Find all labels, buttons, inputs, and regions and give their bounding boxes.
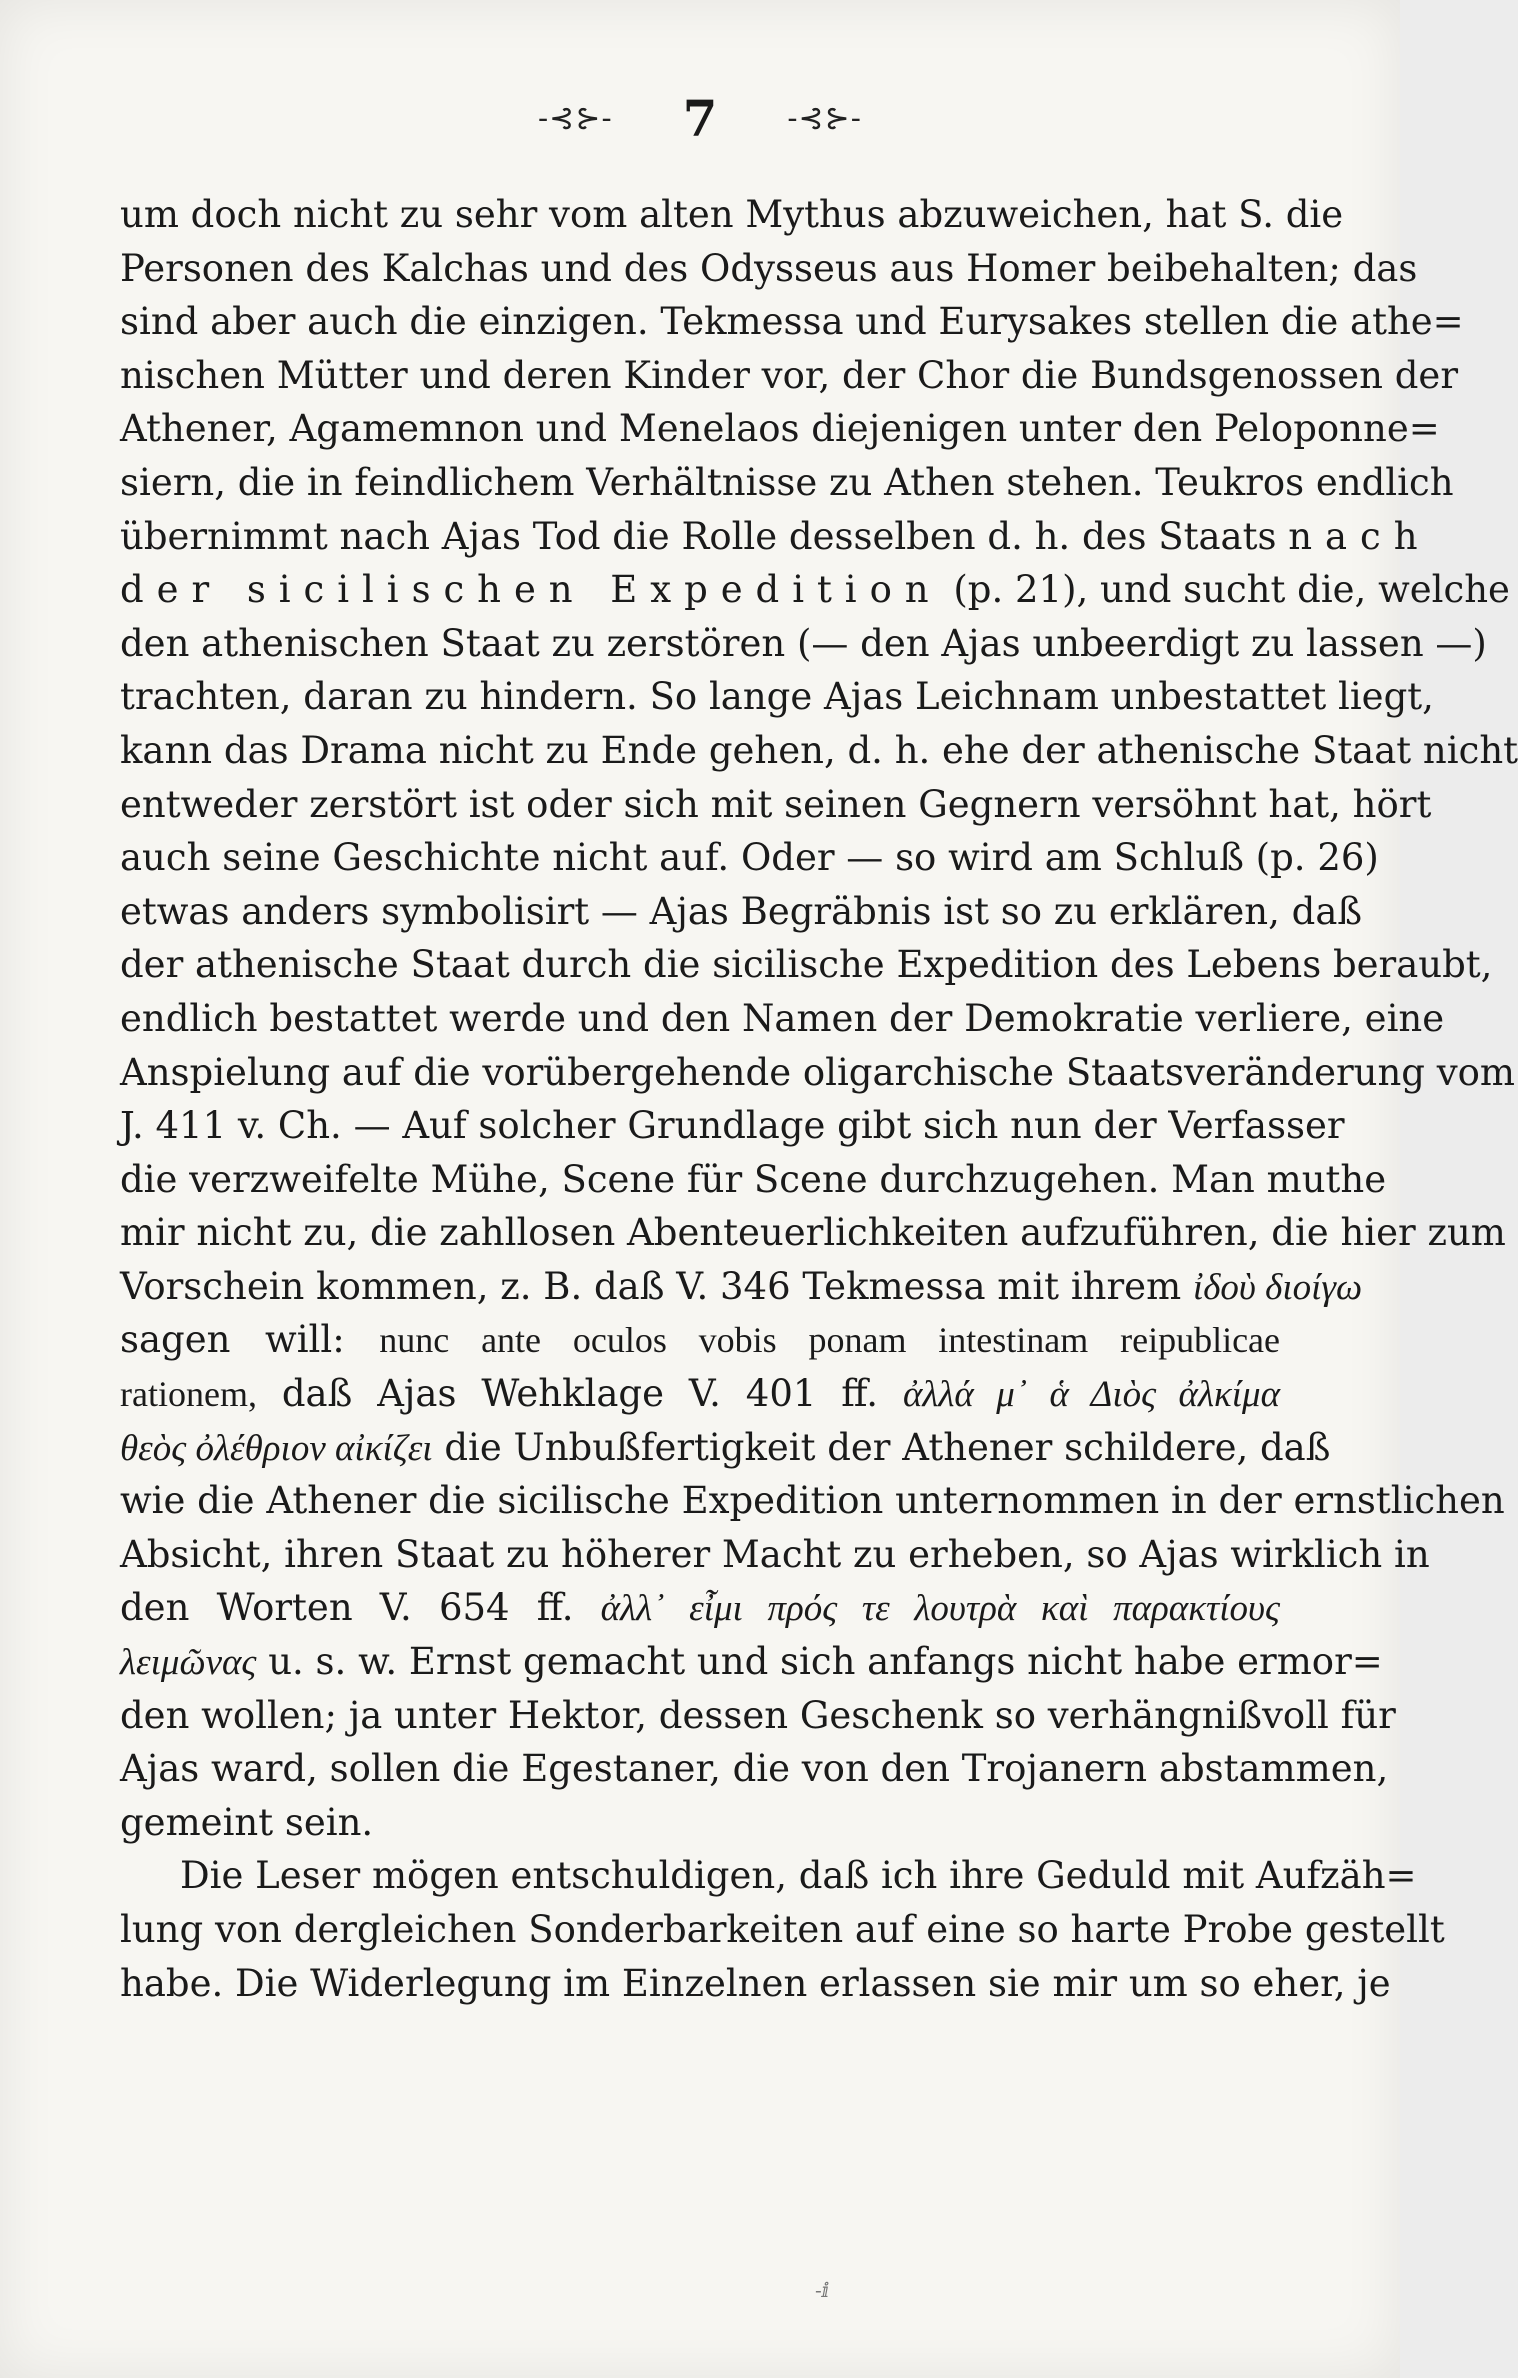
text-line: um doch nicht zu sehr vom alten Mythus abzuweichen, hat S. die [120,193,1344,236]
greek-quote: λειμῶνας [120,1642,257,1684]
footer-mark: -ⅈ [815,2278,830,2302]
text-line: gemeint sein. [120,1800,374,1844]
text-line: trachten, daran zu hindern. So lange Ajas Leichnam unbestattet liegt, [120,675,1434,719]
text-segment: die Unbußfertigkeit der Athener schildere, daß [444,1425,1331,1469]
text-segment: übernimmt nach Ajas Tod die Rolle desselben d. h. des Staats [120,514,1277,558]
text-line: siern, die in feindlichem Verhältnisse zu Athen stehen. Teukros endlich [120,460,1454,504]
text-line: nischen Mütter und deren Kinder vor, der Chor die Bundsgenossen der [120,353,1459,397]
text-line: Personen des Kalchas und des Odysseus aus Homer beibehalten; das [120,246,1418,290]
greek-quote: ἀλλά μ᾽ ἁ Διὸς ἀλκίμα [902,1374,1280,1416]
greek-quote: θεὸς ὀλέθριον αἰκίζει [120,1427,433,1469]
text-line: Die Leser mögen entschuldigen, daß ich ihre Geduld mit Aufzäh= [180,1854,1417,1898]
greek-quote: ἰδοὺ διοίγω [1192,1266,1363,1308]
text-line: die verzweifelte Mühe, Scene für Scene durchzugehen. Man muthe [120,1157,1387,1201]
spaced-text: nach [1288,514,1431,558]
page-header [0,88,1400,148]
text-line: Anspielung auf die vorübergehende oligarchische Staatsveränderung vom [120,1050,1516,1094]
text-line: Absicht, ihren Staat zu höherer Macht zu erheben, so Ajas wirklich in [120,1532,1430,1576]
text-segment: Vorschein kommen, z. B. daß V. 346 Tekmessa mit ihrem [120,1264,1182,1308]
text-segment: (p. 21), und sucht die, welche [953,568,1510,612]
text-segment: u. s. w. Ernst gemacht und sich anfangs nicht habe ermor= [268,1640,1383,1684]
text-line: lung von dergleichen Sonderbarkeiten auf eine so harte Probe gestellt [120,1908,1445,1951]
text-line: etwas anders symbolisirt — Ajas Begräbnis ist so zu erklären, daß [120,889,1363,933]
text-line: habe. Die Widerlegung im Einzelnen erlassen sie mir um so eher, je [120,1961,1391,2005]
text-line [120,563,1510,617]
text-line [120,1635,1383,1689]
text-line: den athenischen Staat zu zerstören (— den Ajas unbeerdigt zu lassen —) [120,621,1487,665]
text-line: mir nicht zu, die zahllosen Abenteuerlichkeiten aufzuführen, die hier zum [120,1211,1506,1255]
text-line: kann das Drama nicht zu Ende gehen, d. h. ehe der athenische Staat nicht [120,728,1518,772]
text-line: den wollen; ja unter Hektor, dessen Geschenk so verhängnißvoll für [120,1693,1396,1737]
spaced-text: der sicilischen Expedition [120,568,942,612]
text-line [120,1421,1331,1475]
text-line: wie die Athener die sicilische Expedition unternommen in der ernstlichen [120,1479,1505,1523]
text-line: auch seine Geschichte nicht auf. Oder — so wird am Schluß (p. 26) [120,836,1379,880]
ornament-right-icon: -⊰⊱- [787,100,862,136]
text-line [120,1313,1280,1367]
body-text [120,188,1518,2010]
latin-quote: nunc ante oculos vobis ponam intestinam reipublicae [379,1320,1281,1361]
text-line: endlich bestattet werde und den Namen der Demokratie verliere, eine [120,996,1445,1040]
text-line: Athener, Agamemnon und Menelaos diejenigen unter den Peloponne= [120,407,1440,451]
text-line [120,1260,1363,1314]
ornament-left-icon: -⊰⊱- [538,100,613,136]
text-line [120,510,1431,564]
text-segment: den Worten V. 654 ff. [120,1586,574,1630]
text-line [120,1581,1280,1635]
greek-quote: ἀλλ᾽ εἶμι πρός τε λουτρὰ καὶ παρακτίους [600,1588,1280,1630]
text-segment: sagen will: [120,1318,345,1362]
text-line [120,1367,1280,1421]
latin-quote: rationem, [120,1374,257,1415]
text-line: entweder zerstört ist oder sich mit seinen Gegnern versöhnt hat, hört [120,782,1432,826]
text-line: Ajas ward, sollen die Egestaner, die von den Trojanern abstammen, [120,1747,1389,1791]
page-number: 7 [682,88,718,148]
text-line: der athenische Staat durch die sicilische Expedition des Lebens beraubt, [120,943,1493,987]
text-line: sind aber auch die einzigen. Tekmessa und Eurysakes stellen die athe= [120,300,1464,344]
text-segment: daß Ajas Wehklage V. 401 ff. [281,1372,879,1416]
text-line: J. 411 v. Ch. — Auf solcher Grundlage gibt sich nun der Verfasser [120,1104,1345,1148]
